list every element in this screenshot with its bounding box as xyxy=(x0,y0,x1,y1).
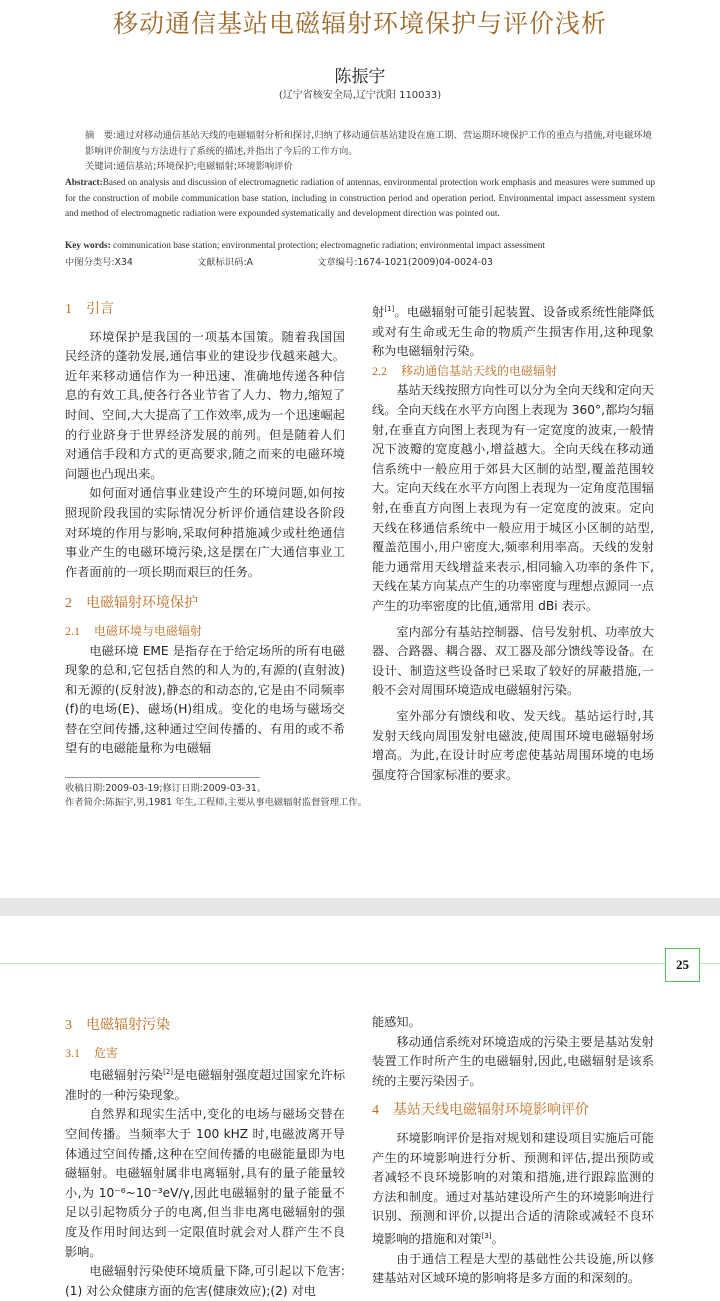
paragraph: 射[1]。电磁辐射可能引起装置、设备或系统性能降低或对有生命或无生命的物质产生损害作用,这种现象称为电磁辐射污染。 xyxy=(372,305,655,359)
section-1-heading: 1 引言 xyxy=(65,301,114,317)
paragraph: 能感知。 xyxy=(372,1015,421,1029)
received-date: 收稿日期:2009-03-19;修订日期:2009-03-31。 xyxy=(65,783,267,794)
author-name: 陈振宇 xyxy=(334,67,386,87)
document-code: 文献标识码:A xyxy=(197,257,253,268)
paragraph: 电磁辐射污染使环境质量下降,可引起以下危害:(1) 对公众健康方面的危害(健康效应);(2) 对电 xyxy=(65,1264,345,1298)
paragraph: 基站天线按照方向性可以分为全向天线和定向天线。全向天线在水平方向图上表现为 360°,都均匀辐射,在垂直方向图上表现为有一定宽度的波束,一般情况下波瓣的宽度越小,增益越大。全向天线在移动通信系统中一般应用于郊县大区制的站型,覆盖范围较大。定向天线在水平方向图上表现为一定角度范围辐射,在垂直方向图上表现为有一定宽度的波束。定向天线在移通信系统中一般应用于城区小区制的站型,覆盖范围小,用户密度大,频率利用率高。天线的发射能力通常用天线增益来表示,相同输入功率的条件下,天线在某方向某点产生的功率密度与理想点源同一点产生的功率密度的比值,通常用 dBi 表示。 xyxy=(372,383,654,613)
left-column xyxy=(65,300,345,759)
section-4-heading: 4 基站天线电磁辐射环境影响评价 xyxy=(372,1102,589,1119)
right-column xyxy=(372,300,654,785)
article-meta xyxy=(65,255,655,271)
paragraph: 环境影响评价是指对规划和建设项目实施后可能产生的环境影响进行分析、预测和评估,提出预防或者减轻不良环境影响的对策和措施,进行跟踪监测的方法和制度。通过对基站建设所产生的环境影响进行识别、预测和评价,以提出合适的清除或减轻不良环境影响的措施和对策[3]。 xyxy=(372,1130,654,1246)
abstract-cn xyxy=(65,128,655,175)
section-2-heading: 2 电磁辐射环境保护 xyxy=(65,595,198,612)
footnote-divider xyxy=(65,777,260,778)
abstract-cn-text: 通过对移动通信基站天线的电磁辐射分析和探讨,归纳了移动通信基站建设在施工期、营运期环境保护工作的重点与措施,对电磁环境影响评价制度与方法进行了系统的描述,并指出了今后的工作方向。 xyxy=(85,130,652,157)
paragraph: 环境保护是我国的一项基本国策。随着我国国民经济的蓬勃发展,通信事业的建设步伐越来越大。近年来移动通信作为一种迅速、准确地传递各种信息的有效工具,使各行各业节省了人力、物力,缩短了时间、空间,大大提高了工作效率,成为一个迅速崛起的行业跻身于世界经济发展的前列。但是随着人们对通信手段和方式的更高要求,随之而来的电磁环境问题也凸现出来。 xyxy=(65,329,345,481)
header-rule xyxy=(0,963,720,964)
section-2-2-heading: 2.2 移动通信基站天线的电磁辐射 xyxy=(372,363,558,378)
section-3-heading: 3 电磁辐射污染 xyxy=(65,1017,170,1033)
clc-number: 中图分类号:X34 xyxy=(65,257,133,268)
article-number: 文章编号:1674-1021(2009)04-0024-03 xyxy=(317,257,493,268)
section-3-1-heading: 3.1 危害 xyxy=(65,1045,119,1060)
paragraph: 电磁环境 EME 是指存在于给定场所的所有电磁现象的总和,它包括自然的和人为的,有源的(直射波)和无源的(反射波),静态的和动态的,它是由不同频率(f)的电场(E)、磁场(H)组成。变化的电场与磁场交替在空间传播,这种通过空间传播的、有用的或不希望有的电磁能量称为电磁辐 xyxy=(65,643,345,756)
paragraph: 室外部分有馈线和收、发天线。基站运行时,其发射天线向周围发射电磁波,使周围环境电磁辐射场增高。为此,在设计时应考虑使基站周围环境的电场强度符合国家标准的要求。 xyxy=(372,708,654,782)
paragraph: 如何面对通信事业建设产生的环境问题,如何按照现阶段我国的实际情况分析评价通信建设各阶段对环境的作用与影响,采取何种措施减少或杜绝通信事业产生的电磁环境污染,这是摆在广大通信事业工作者面前的一项长期而艰巨的任务。 xyxy=(65,486,345,579)
author-affiliation: (辽宁省核安全局,辽宁沈阳 110033) xyxy=(278,90,442,101)
abstract-en xyxy=(65,176,655,223)
section-2-1-heading: 2.1 电磁环境与电磁辐射 xyxy=(65,623,203,638)
keywords-cn-text: 通信基站;环境保护;电磁辐射;环境影响评价 xyxy=(116,161,293,172)
footnote xyxy=(65,782,367,810)
right-column xyxy=(372,1013,654,1289)
abstract-en-text: Based on analysis and discussion of electromagnetic radiation of antennas, environmental protection work emphasis and measures were summed up for the construction of mobile communication base station, including in construction period and operation period. Environmental impact assessment system and method of electromagnetic radiation were expounded systematically and development direction was pointed out. xyxy=(65,178,655,219)
paragraph: 自然界和现实生活中,变化的电场与磁场交替在空间传播。当频率大于 100 kHZ 时,电磁波离开导体通过空间传播,这种在空间传播的电磁能量即为电磁辐射。电磁辐射属非电离辐射,具有的量子能量较小,为 10⁻⁶~10⁻³eV/γ,因此电磁辐射的量子能量不足以引起物质分子的电离,但当非电离电磁辐射的强度及作用时间达到一定限值时就会对人群产生不良影响。 xyxy=(65,1107,345,1259)
paragraph: 由于通信工程是大型的基础性公共设施,所以修建基站对区域环境的影响将是多方面的和深刻的。 xyxy=(372,1251,654,1286)
paper-title: 移动通信基站电磁辐射环境保护与评价浅析 xyxy=(112,9,607,38)
author-bio: 作者简介:陈振宇,男,1981 年生,工程师,主要从事电磁辐射监督管理工作。 xyxy=(65,797,367,808)
keywords-en xyxy=(65,239,655,255)
paragraph: 移动通信系统对环境造成的污染主要是基站发射装置工作时所产生的电磁辐射,因此,电磁辐射是该系统的主要污染因子。 xyxy=(372,1034,654,1088)
keywords-en-label: Key words: xyxy=(65,241,111,251)
page-number: 25 xyxy=(665,948,700,982)
keywords-en-text: communication base station; environmental protection; electromagnetic radiation; environmental impact assessment xyxy=(113,241,545,251)
left-column xyxy=(65,1016,345,1301)
abstract-cn-label: 摘 要: xyxy=(85,130,117,141)
abstract-en-label: Abstract: xyxy=(65,178,103,188)
paragraph: 室内部分有基站控制器、信号发射机、功率放大器、合路器、耦合器、双工器及部分馈线等设备。在设计、制造这些设备时已采取了较好的屏蔽措施,一般不会对周围环境造成电磁辐射污染。 xyxy=(372,624,654,698)
keywords-cn-label: 关键词: xyxy=(85,161,117,172)
page-separator xyxy=(0,898,720,916)
paragraph: 电磁辐射污染[2]是电磁辐射强度超过国家允许标准时的一种污染现象。 xyxy=(65,1068,346,1102)
page-25 xyxy=(0,916,720,1298)
